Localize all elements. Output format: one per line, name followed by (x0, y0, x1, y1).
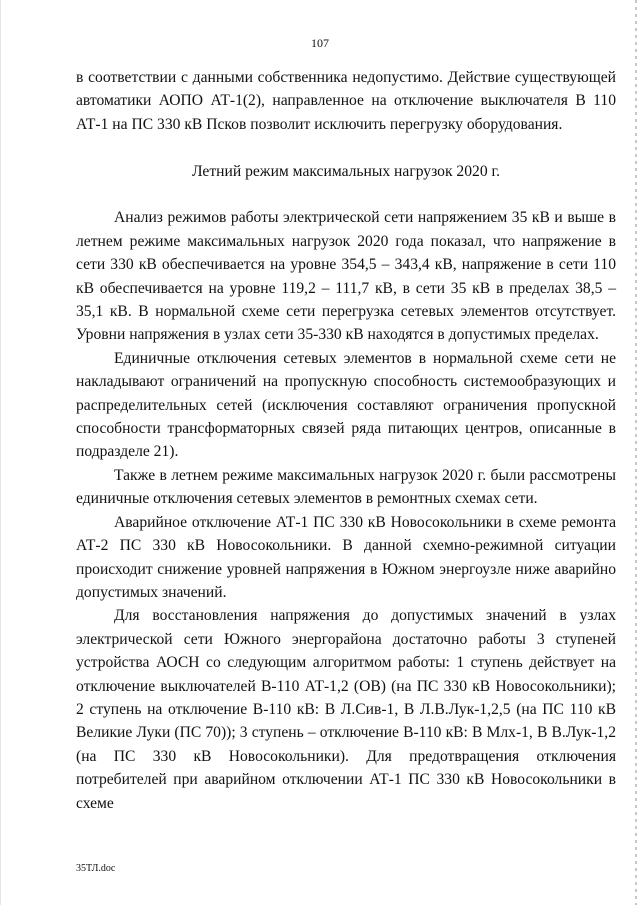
paragraph: Также в летнем режиме максимальных нагрузок 2020 г. были рассмотрены единичные отключения сетевых элементов в ремонтных схемах сети. (76, 466, 616, 508)
footer-filename: 35ТЛ.doc (76, 863, 116, 874)
paragraph: Для восстановления напряжения до допустимых значений в узлах электрической сети Южного энергорайона достаточно работы 3 ступеней устройства АОСН со следующим алгоритмом работы: 1 ступень действует на отключение выключателей В-110 АТ-1,2 (ОВ) (на ПС 330 кВ Новосокольники); 2 ступень на отключение В-110 кВ: В Л.Сив-1, В Л.В.Лук-1,2,5 (на ПС 110 кВ Великие Луки (ПС 70)); 3 ступень – отключение В-110 кВ: В Млх-1, В В.Лук-1,2 (на ПС 330 кВ Новосокольники). Для предотвращения отключения потребителей при аварийном отключении АТ-1 ПС 330 кВ Новосокольники в схеме (76, 607, 616, 812)
scan-edge-left (0, 0, 1, 905)
paragraph-continuation: в соответствии с данными собственника недопустимо. Действие существующей автоматики АОПО АТ-1(2), направленное на отключение выключателя В 110 АТ-1 на ПС 330 кВ Псков позволит исключить перегрузку оборудования. (76, 69, 616, 133)
paragraph: Анализ режимов работы электрической сети напряжением 35 кВ и выше в летнем режиме максимальных нагрузок 2020 года показал, что напряжение в сети 330 кВ обеспечивается на уровне 354,5 – 343,4 кВ, напряжение в сети 110 кВ обеспечивается на уровне 119,2 – 111,7 кВ, в сети 35 кВ в пределах 38,5 – 35,1 кВ. В нормальной схеме сети перегрузка сетевых элементов отсутствует. Уровни напряжения в узлах сети 35-330 кВ находятся в допустимых пределах. (76, 209, 616, 344)
spacer (76, 136, 616, 159)
section-heading: Летний режим максимальных нагрузок 2020 г. (191, 162, 501, 180)
spacer (76, 183, 616, 206)
scan-edge-right (635, 0, 637, 905)
document-body (76, 66, 616, 815)
paragraph: Единичные отключения сетевых элементов в нормальной схеме сети не накладывают ограничений на пропускную способность системообразующих и распределительных сетей (исключения составляют ограничения пропускной способности трансформаторных связей ряда питающих центров, описанные в подразделе 21). (76, 349, 616, 461)
paragraph: Аварийное отключение АТ-1 ПС 330 кВ Новосокольники в схеме ремонта АТ-2 ПС 330 кВ Новосокольники. В данной схемно-режимной ситуации происходит снижение уровней напряжения в Южном энергоузле ниже аварийно допустимых значений. (76, 513, 616, 601)
page-number: 107 (311, 36, 329, 50)
